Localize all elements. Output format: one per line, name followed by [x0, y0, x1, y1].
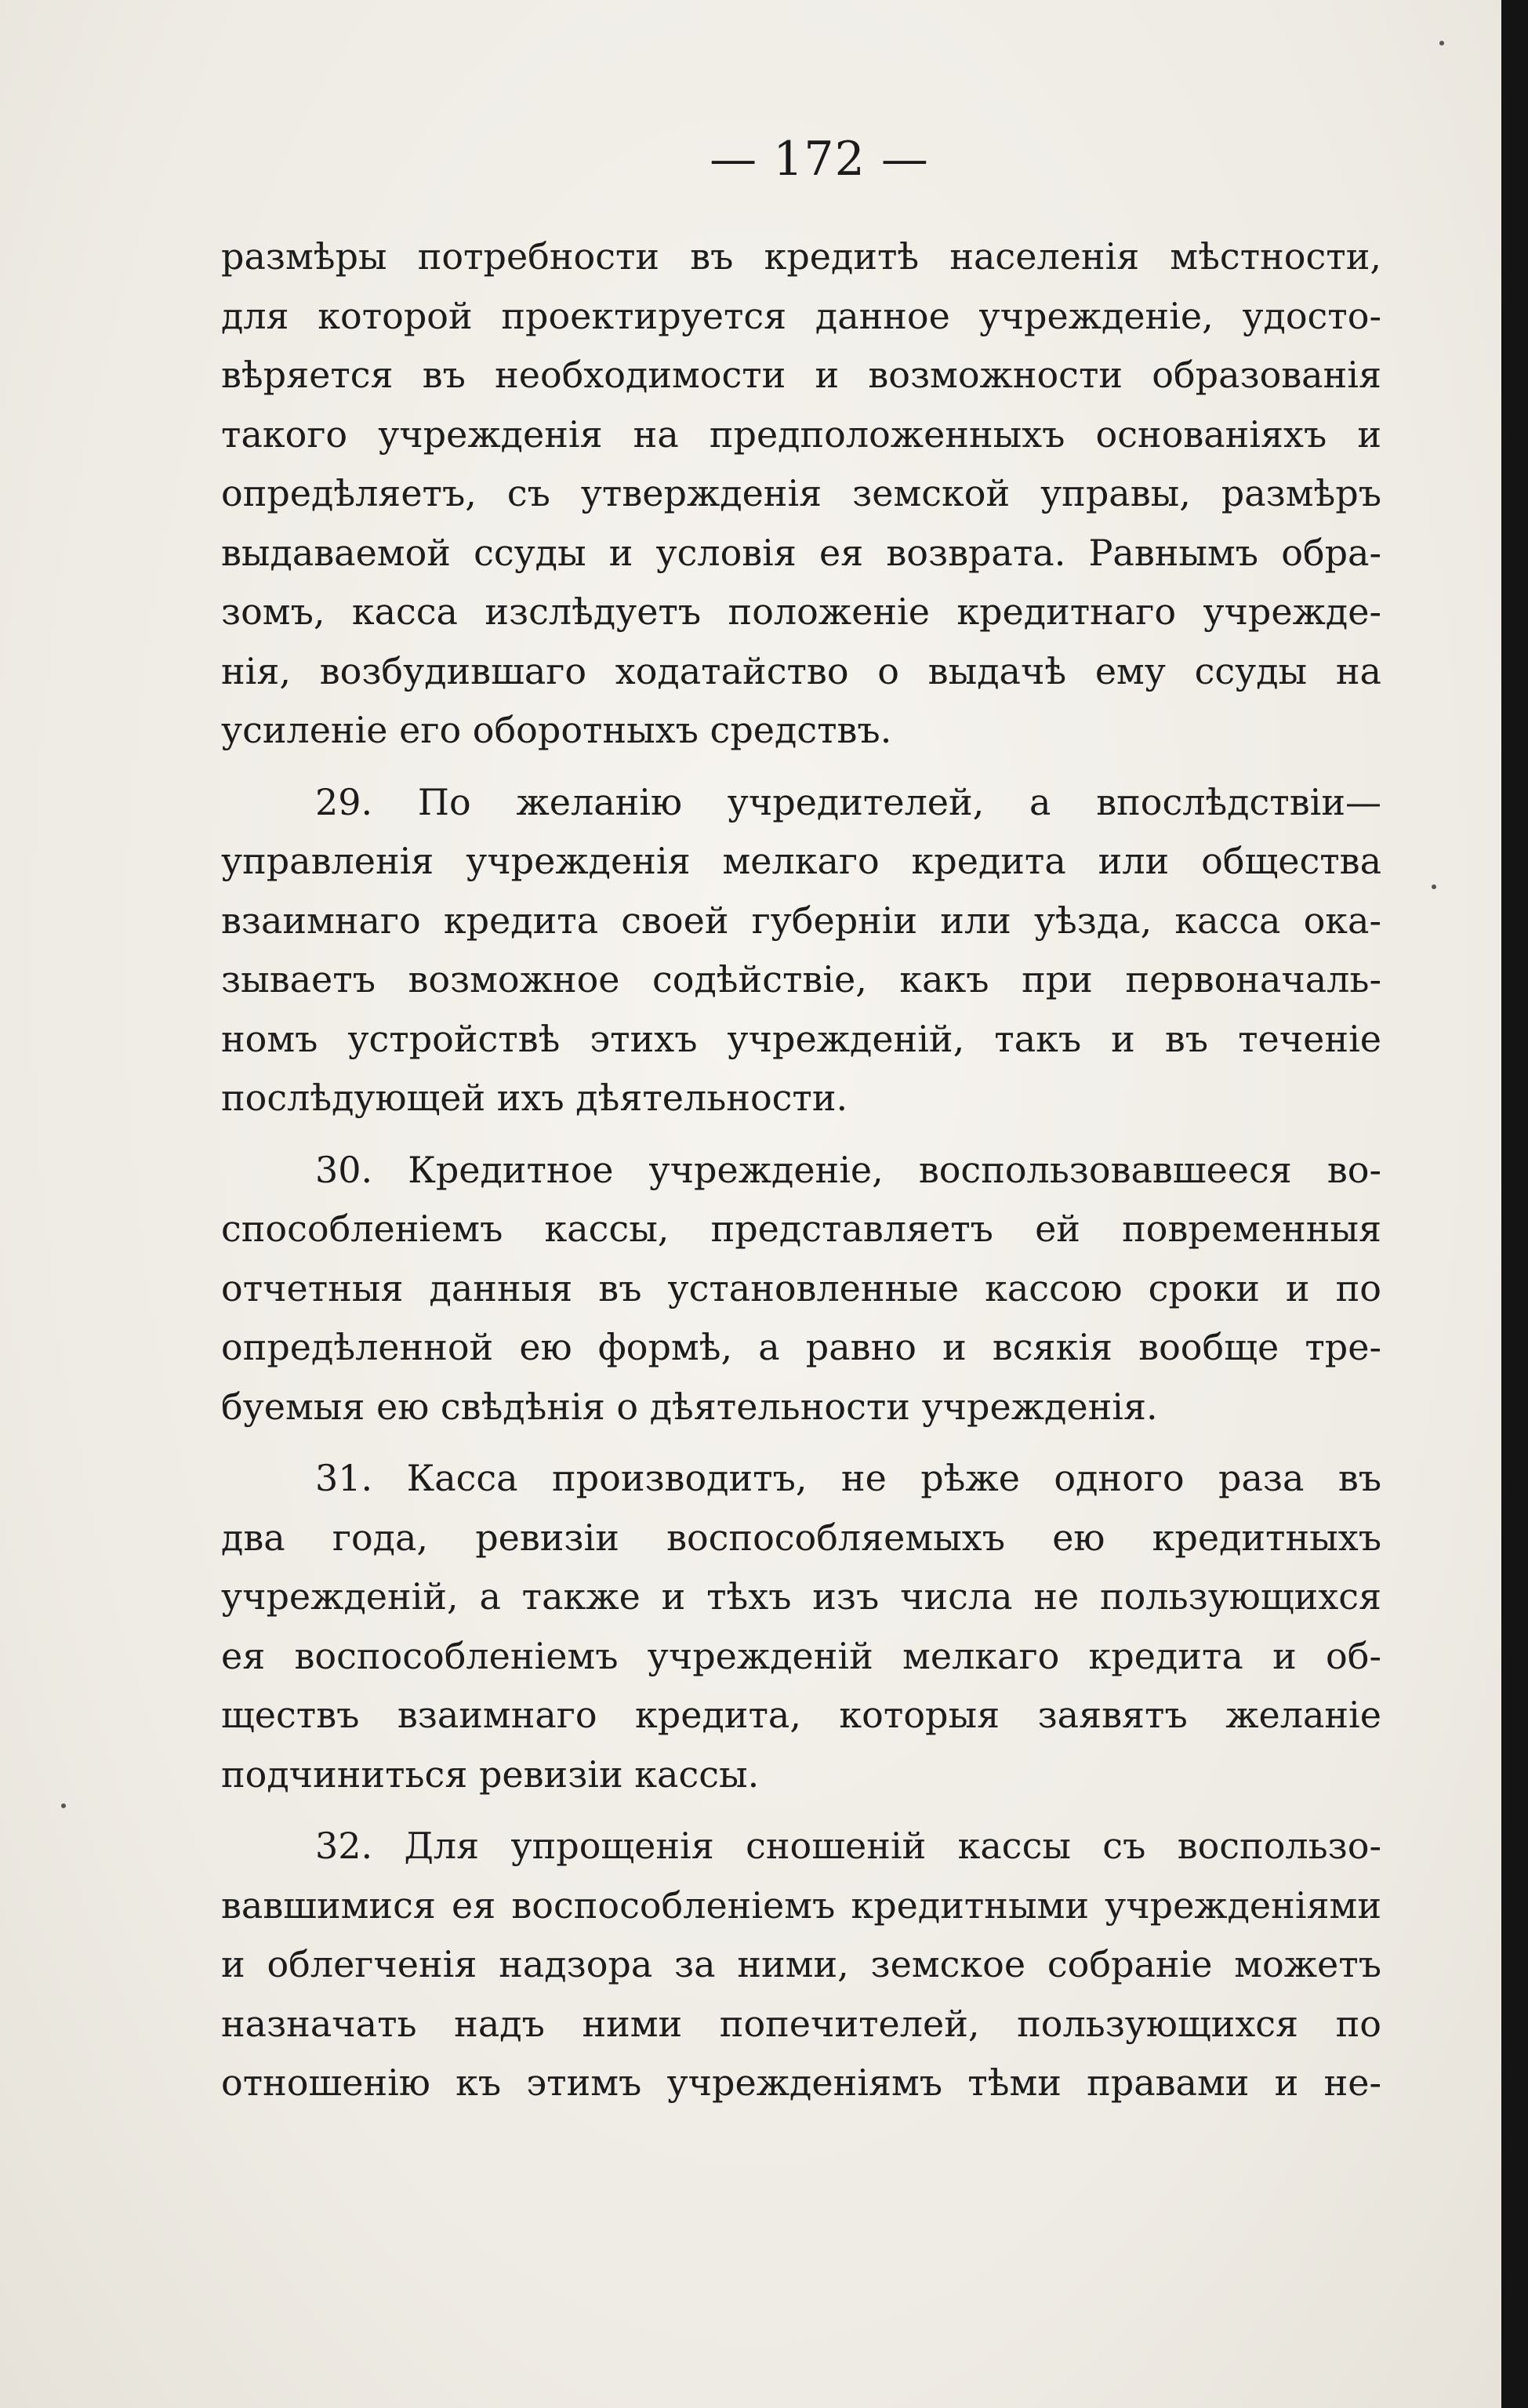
- text-line: два года, ревизіи воспособляемыхъ ею кредитныхъ: [221, 1516, 1381, 1559]
- text-line: выдаваемой ссуды и условія ея возврата. Равнымъ обра-: [221, 531, 1381, 574]
- text-line: 30. Кредитное учрежденіе, воспользовавшееся во-: [315, 1148, 1381, 1191]
- text-line: размѣры потребности въ кредитѣ населенія мѣстности,: [221, 235, 1381, 278]
- text-line: опредѣленной ею формѣ, а равно и всякія вообще тре-: [221, 1326, 1381, 1368]
- page-number: — 172 —: [710, 132, 929, 187]
- page-text: [221, 227, 1381, 2113]
- text-line: послѣдующей ихъ дѣятельности.: [221, 1077, 848, 1119]
- text-line: нія, возбудившаго ходатайство о выдачѣ ему ссуды на: [221, 649, 1381, 692]
- text-line: зомъ, касса изслѣдуетъ положеніе кредитнаго учрежде-: [221, 590, 1381, 633]
- text-line: для которой проектируется данное учрежденіе, удосто-: [221, 294, 1381, 337]
- text-line: учрежденій, а также и тѣхъ изъ числа не пользующихся: [221, 1575, 1381, 1618]
- text-line: и облегченія надзора за ними, земское собраніе можетъ: [221, 1943, 1381, 1985]
- paper-speck: [61, 1803, 66, 1808]
- paragraph-30: [221, 1141, 1381, 1437]
- paragraph-29: [221, 773, 1381, 1128]
- paragraph-32: [221, 1817, 1381, 2113]
- text-line: способленіемъ кассы, представляетъ ей повременныя: [221, 1208, 1381, 1250]
- text-line: опредѣляетъ, съ утвержденія земской управы, размѣръ: [221, 472, 1381, 514]
- text-line: усиленіе его оборотныхъ средствъ.: [221, 709, 892, 751]
- text-line: номъ устройствѣ этихъ учрежденій, такъ и въ теченіе: [221, 1017, 1381, 1060]
- text-line: 29. По желанію учредителей, а впослѣдствіи—: [315, 780, 1381, 823]
- text-line: зываетъ возможное содѣйствіе, какъ при первоначаль-: [221, 958, 1381, 1001]
- paper-speck: [1432, 884, 1436, 889]
- text-line: отношенію къ этимъ учрежденіямъ тѣми правами и не-: [221, 2061, 1381, 2104]
- paragraph-31: [221, 1449, 1381, 1804]
- paragraph-1: [221, 227, 1381, 761]
- paper-speck: [1439, 41, 1444, 45]
- text-line: ея воспособленіемъ учрежденій мелкаго кредита и об-: [221, 1634, 1381, 1677]
- text-line: 32. Для упрощенія сношеній кассы съ воспользо-: [315, 1825, 1381, 1867]
- text-line: отчетныя данныя въ установленные кассою сроки и по: [221, 1266, 1381, 1309]
- text-line: назначать надъ ними попечителей, пользующихся по: [221, 2002, 1381, 2045]
- text-line: вавшимися ея воспособленіемъ кредитными учрежденіями: [221, 1883, 1381, 1927]
- text-line: взаимнаго кредита своей губерніи или уѣзда, касса ока-: [221, 899, 1381, 942]
- text-line: подчиниться ревизіи кассы.: [221, 1752, 760, 1796]
- text-line: буемыя ею свѣдѣнія о дѣятельности учрежденія.: [221, 1385, 1158, 1428]
- text-line: вѣряется въ необходимости и возможности образованія: [221, 354, 1381, 396]
- text-line: такого учрежденія на предположенныхъ основаніяхъ и: [221, 412, 1381, 456]
- text-line: ществъ взаимнаго кредита, которыя заявятъ желаніе: [221, 1694, 1381, 1736]
- text-line: управленія учрежденія мелкаго кредита или общества: [221, 840, 1381, 882]
- text-line: 31. Касса производитъ, не рѣже одного раза въ: [315, 1457, 1381, 1499]
